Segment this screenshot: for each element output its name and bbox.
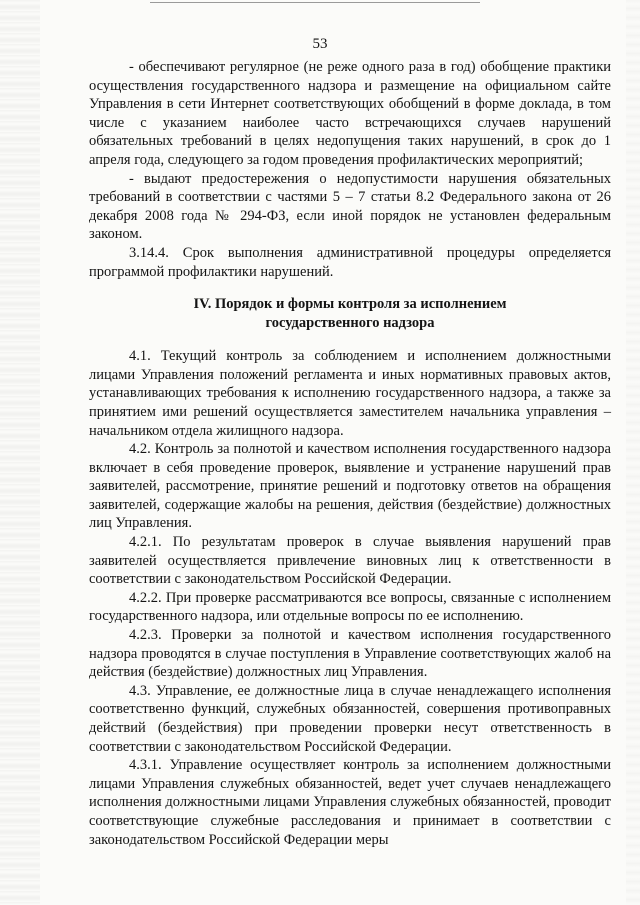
paragraph-4-2-1: 4.2.1. По результатам проверок в случае выявления нарушений прав заявителей осуществляется привлечение виновных лиц к ответственности в соответствии с законодательством Российской Федерации. xyxy=(89,534,611,588)
paragraph-4-2: 4.2. Контроль за полнотой и качеством исполнения государственного надзора включает в себя проведение проверок, выявление и устранение нарушений прав заявителей, рассмотрение, принятие решений и подготовку ответов на обращения заявителей, содержащие жалобы на решения, действия (бездействие) должностных лиц Управления. xyxy=(89,441,611,532)
paragraph-generalization: - обеспечивают регулярное (не реже одного раза в год) обобщение практики осуществления государственного надзора и размещение на официальном сайте Управления в сети Интернет соответствующих обобщений в форме доклада, в том числе с указанием наиболее часто встречающихся случаев нарушений обязательных требований в целях недопущения таких нарушений, в срок до 1 апреля года, следующего за годом проведения профилактических мероприятий; xyxy=(89,59,611,168)
scan-right-edge xyxy=(626,0,640,905)
paragraph-4-1: 4.1. Текущий контроль за соблюдением и исполнением должностными лицами Управления положений регламента и иных нормативных правовых актов, устанавливающих требования к исполнению государственного надзора, а также за принятием ими решений осуществляется заместителем начальника управления – начальником отдела жилищного надзора. xyxy=(89,348,611,439)
scan-left-edge xyxy=(0,0,40,905)
section-heading-line-2: государственного надзора xyxy=(265,315,435,332)
document-body xyxy=(89,58,611,849)
section-heading xyxy=(89,295,611,333)
section-heading-line-1: IV. Порядок и формы контроля за исполнением xyxy=(193,296,507,313)
paragraph-3-14-4: 3.14.4. Срок выполнения административной процедуры определяется программой профилактики нарушений. xyxy=(89,244,611,280)
paragraph-4-2-3: 4.2.3. Проверки за полнотой и качеством исполнения государственного надзора проводятся в случае поступления в Управление соответствующих жалоб на действия (бездействие) должностных лиц Управления. xyxy=(89,627,611,681)
paragraph-4-3: 4.3. Управление, ее должностные лица в случае ненадлежащего исполнения соответственно функций, служебных обязанностей, совершения противоправных действий (бездействия) при проведении проверки несут ответственность в соответствии с законодательством Российской Федерации. xyxy=(89,682,611,755)
page-number: 53 xyxy=(312,36,328,52)
paragraph-warnings: - выдают предостережения о недопустимости нарушения обязательных требований в соответствии с частями 5 – 7 статьи 8.2 Федерального закона от 26 декабря 2008 года № 294-ФЗ, если иной порядок не установлен федеральным законом. xyxy=(89,170,611,243)
top-rule xyxy=(150,2,480,3)
paragraph-4-2-2: 4.2.2. При проверке рассматриваются все вопросы, связанные с исполнением государственного надзора, или отдельные вопросы по ее исполнению. xyxy=(89,589,611,625)
paragraph-4-3-1: 4.3.1. Управление осуществляет контроль за исполнением должностными лицами Управления служебных обязанностей, ведет учет случаев ненадлежащего исполнения должностными лицами Управления служебных обязанностей, проводит соответствующие служебные расследования и принимает в соответствии с законодательством Российской Федерации меры xyxy=(89,757,611,848)
